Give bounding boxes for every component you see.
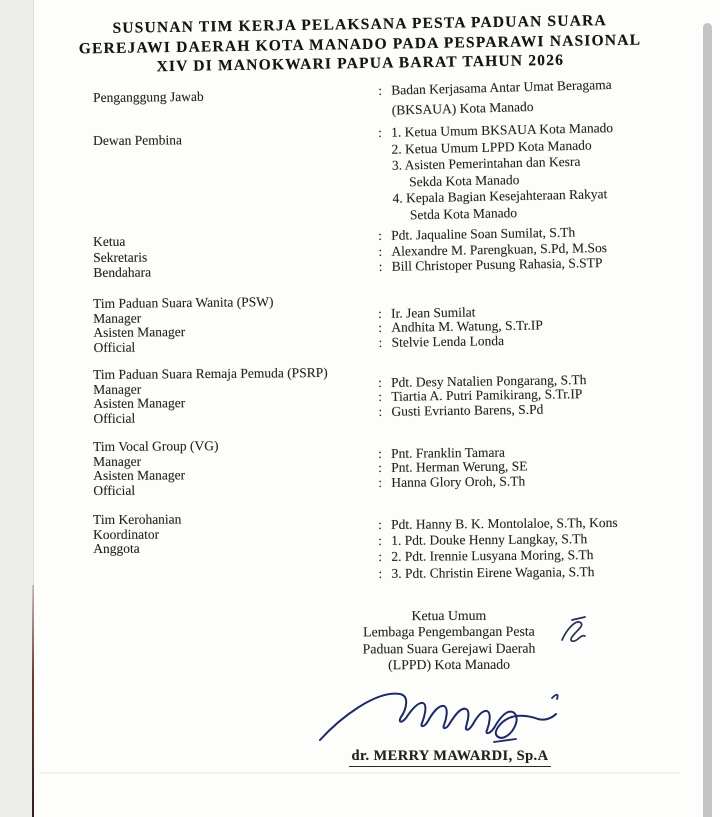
document-title	[40, 10, 681, 79]
role-label: Bendahara	[93, 264, 152, 281]
colon-mark: :	[378, 474, 383, 490]
colon-mark: :	[377, 374, 382, 390]
signature-heading-line: Ketua Umum	[411, 607, 487, 624]
section-penganggung-jawab-labels	[93, 89, 204, 106]
value-line	[378, 333, 543, 350]
role-label: Anggota	[93, 540, 140, 557]
role-label: Official	[93, 339, 136, 356]
value-text: Stelvie Lenda Londa	[391, 332, 505, 350]
value-text: Sekda Kota Manado	[409, 171, 520, 190]
colon-mark: :	[378, 516, 382, 532]
value-text: Pdt. Hanny B. K. Montolaloe, S.Th, Kons	[390, 514, 618, 532]
value-text: 3. Pdt. Christin Eirene Wagania, S.Th	[391, 563, 595, 581]
value-text: Badan Kerjasama Antar Umat Beragama	[391, 76, 612, 98]
role-label: Dewan Pembina	[93, 132, 182, 148]
role-label: Official	[93, 482, 136, 499]
value-text: 3. Asisten Pemerintahan dan Kesra	[391, 153, 581, 173]
role-label: Penganggung Jawab	[93, 88, 204, 105]
value-line	[380, 203, 615, 225]
team-heading: Tim Paduan Suara Remaja Pemuda (PSRP)	[92, 364, 328, 382]
role-label: Koordinator	[93, 526, 160, 542]
role-label: Manager	[93, 310, 142, 326]
section-vg-values	[378, 445, 528, 489]
section-pengurus-values	[378, 224, 607, 275]
value-text: Pdt. Desy Natalien Pongarang, S.Th	[390, 372, 587, 390]
scan-smudge	[40, 772, 680, 774]
value-text: Bill Christoper Pusung Rahasia, S.STP	[391, 255, 603, 274]
scan-page-edge-shadow	[32, 585, 34, 817]
section-penganggung-jawab-values	[378, 75, 612, 121]
team-heading: Tim Kerohanian	[92, 511, 182, 527]
value-text: Gusti Evrianto Barens, S.Pd	[391, 401, 544, 419]
colon-mark: :	[378, 124, 383, 140]
colon-mark: :	[378, 243, 383, 259]
value-text: Pnt. Herman Werung, SE	[391, 458, 528, 476]
value-text: Setda Kota Manado	[409, 205, 518, 223]
section-vg-labels	[93, 439, 219, 499]
value-text: Ir. Jean Sumilat	[390, 304, 476, 321]
colon-mark: :	[378, 259, 383, 275]
value-line	[378, 402, 587, 419]
signature-heading-line: Paduan Suara Gerejawi Daerah	[362, 640, 536, 657]
document-title-line: SUSUNAN TIM KERJA PELAKSANA PESTA PADUAN SUARA	[112, 12, 608, 37]
document-title-line: GEREJAWI DAERAH KOTA MANADO PADA PESPARAWI NASIONAL	[78, 31, 642, 57]
colon-mark: :	[378, 320, 383, 336]
scan-left-margin	[0, 0, 33, 817]
colon-mark: :	[377, 305, 382, 321]
section-psrp-labels	[93, 366, 328, 427]
section-psrp-values	[378, 373, 587, 419]
signature-ink	[316, 674, 560, 750]
value-line	[378, 564, 618, 582]
colon-mark: :	[378, 565, 383, 581]
section-pengurus-labels	[93, 233, 151, 280]
value-text: Andhita M. Watung, S.Tr.IP	[391, 317, 544, 336]
value-text: Pnt. Franklin Tamara	[390, 444, 506, 461]
value-text: 2. Ketua Umum LPPD Kota Manado	[391, 137, 592, 157]
value-text: 4. Kepala Bagian Kesejahteraan Rakyat	[392, 186, 608, 207]
role-label: Sekretaris	[93, 249, 148, 265]
role-label: Ketua	[93, 233, 126, 249]
value-text: 2. Pdt. Irennie Lusyana Moring, S.Th	[391, 547, 594, 565]
value-text: 1. Pdt. Douke Henny Langkay, S.Th	[391, 531, 588, 549]
role-label: Manager	[93, 453, 142, 469]
role-label: Asisten Manager	[93, 395, 186, 412]
signer-name-text: dr. MERRY MAWARDI, Sp.A	[349, 748, 552, 767]
colon-mark: :	[378, 227, 383, 243]
value-line	[379, 255, 608, 275]
value-line	[378, 474, 527, 490]
colon-mark: :	[378, 389, 383, 405]
colon-mark: :	[378, 549, 383, 565]
section-dewan-pembina-values	[378, 120, 615, 224]
colon-mark: :	[377, 445, 382, 461]
value-text: 1. Ketua Umum BKSAUA Kota Manado	[390, 120, 614, 140]
section-dewan-pembina-labels	[93, 132, 182, 149]
handwritten-mark	[557, 611, 595, 649]
section-kerohanian-labels	[93, 513, 182, 557]
role-label: Asisten Manager	[93, 324, 186, 341]
signer-name	[330, 748, 570, 765]
value-text: Pdt. Jaqualine Soan Sumilat, S.Th	[390, 224, 576, 243]
signature-heading-line: Lembaga Pengembangan Pesta	[363, 624, 535, 640]
role-label: Official	[93, 410, 136, 427]
value-text: (BKSAUA) Kota Manado	[391, 98, 534, 118]
value-text: Hanna Glory Oroh, S.Th	[391, 473, 526, 490]
colon-mark: :	[378, 403, 383, 419]
scrollbar-thumb[interactable]	[703, 23, 712, 817]
role-label: Asisten Manager	[93, 467, 186, 484]
section-kerohanian-values	[378, 515, 618, 582]
colon-mark: :	[378, 82, 383, 98]
colon-mark: :	[378, 460, 383, 476]
team-heading: Tim Paduan Suara Wanita (PSW)	[92, 294, 274, 311]
document-title-line: XIV DI MANOKWARI PAPUA BARAT TAHUN 2026	[156, 51, 565, 76]
colon-mark: :	[378, 334, 383, 350]
section-psw-values	[378, 304, 543, 349]
team-heading: Tim Vocal Group (VG)	[92, 438, 219, 454]
role-label: Manager	[93, 381, 142, 397]
value-text: Tiartia A. Putri Pamikirang, S.Tr.IP	[391, 386, 583, 405]
signature-heading-line: (LPPD) Kota Manado	[388, 656, 511, 673]
section-psw-labels	[93, 295, 274, 356]
value-text: Alexandre M. Parengkuan, S.Pd, M.Sos	[391, 239, 608, 259]
colon-mark: :	[378, 533, 383, 549]
